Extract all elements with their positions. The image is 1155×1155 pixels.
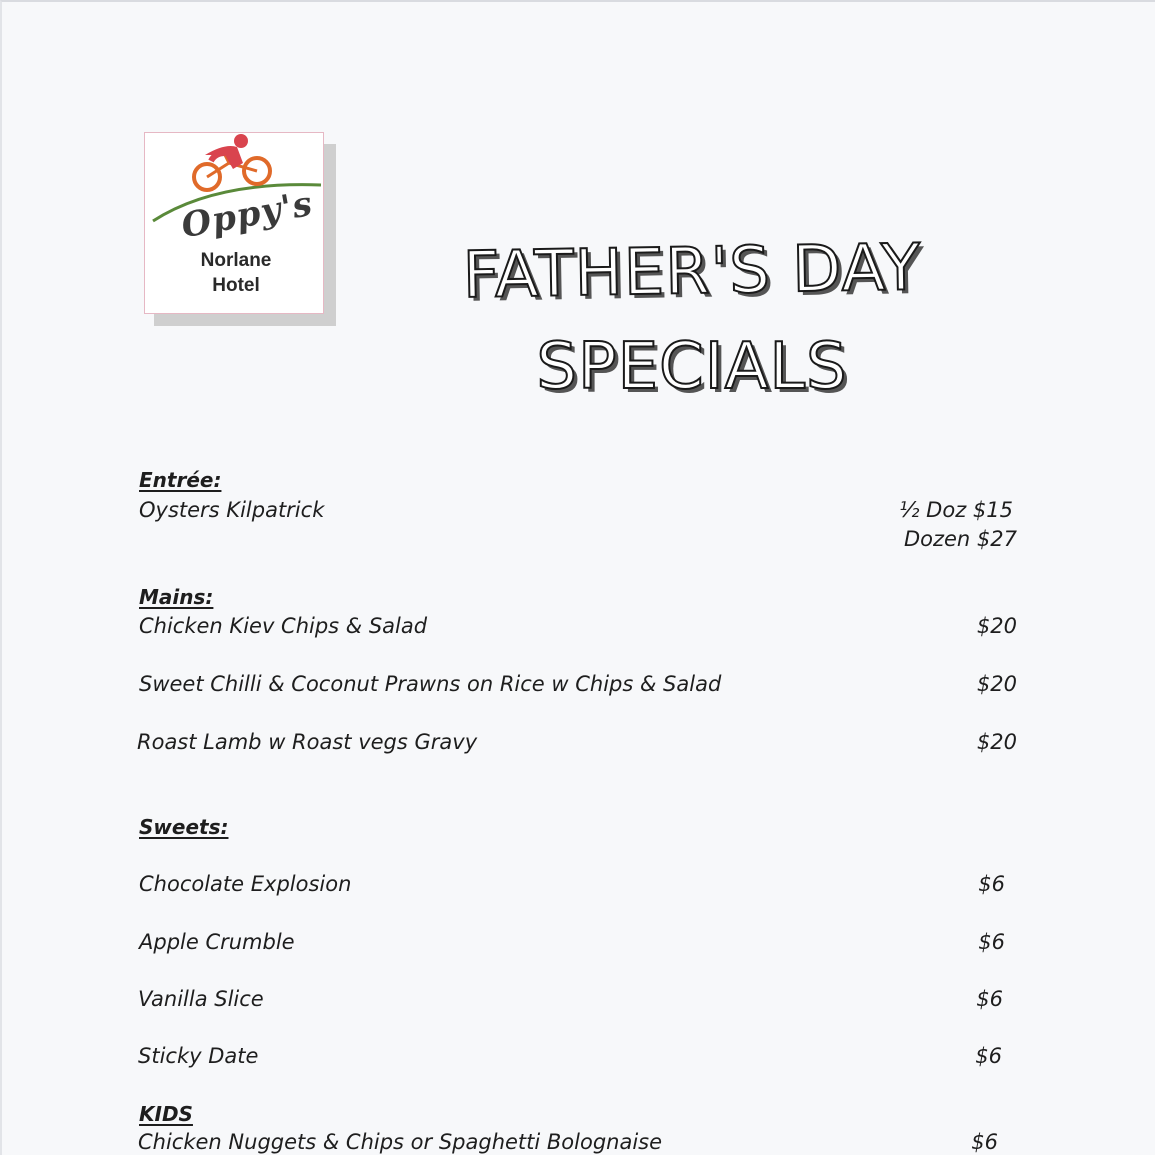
menu-item-price: $6 — [975, 1044, 1002, 1068]
menu-item-price: $20 — [976, 614, 1017, 638]
entree-price-dozen: Dozen $27 — [903, 527, 1017, 551]
entree-price-half: ½ Doz $15 — [899, 498, 1013, 522]
menu-item: Sweet Chilli & Coconut Prawns on Rice w Chips & Salad — [139, 672, 722, 696]
menu-item-price: $6 — [978, 872, 1005, 896]
kids-item-price: $6 — [971, 1130, 998, 1154]
sweets-heading: Sweets: — [139, 815, 229, 839]
page-title-line2: SPECIALS — [536, 330, 848, 404]
menu-item-price: $20 — [976, 672, 1017, 696]
logo-line-norlane: Norlane — [200, 250, 272, 271]
mains-heading: Mains: — [139, 585, 214, 609]
page-title-line1: FATHER'S DAY — [462, 231, 922, 313]
entree-heading: Entrée: — [139, 468, 222, 492]
kids-heading: KIDS — [139, 1102, 193, 1126]
menu-item-price: $20 — [976, 730, 1017, 754]
hotel-logo — [144, 132, 324, 314]
menu-item: Roast Lamb w Roast vegs Gravy — [137, 730, 478, 754]
menu-item: Apple Crumble — [139, 930, 295, 954]
menu-item-price: $6 — [976, 987, 1003, 1011]
menu-item: Vanilla Slice — [138, 987, 264, 1011]
logo-name: Oppy's — [178, 183, 316, 247]
menu-item: Chocolate Explosion — [139, 872, 352, 896]
logo-line-hotel: Hotel — [212, 275, 260, 296]
kids-item: Chicken Nuggets & Chips or Spaghetti Bolognaise — [138, 1130, 663, 1154]
entree-item: Oysters Kilpatrick — [139, 498, 325, 522]
menu-item: Sticky Date — [138, 1044, 259, 1068]
menu-item-price: $6 — [978, 930, 1005, 954]
menu-item: Chicken Kiev Chips & Salad — [139, 614, 428, 638]
